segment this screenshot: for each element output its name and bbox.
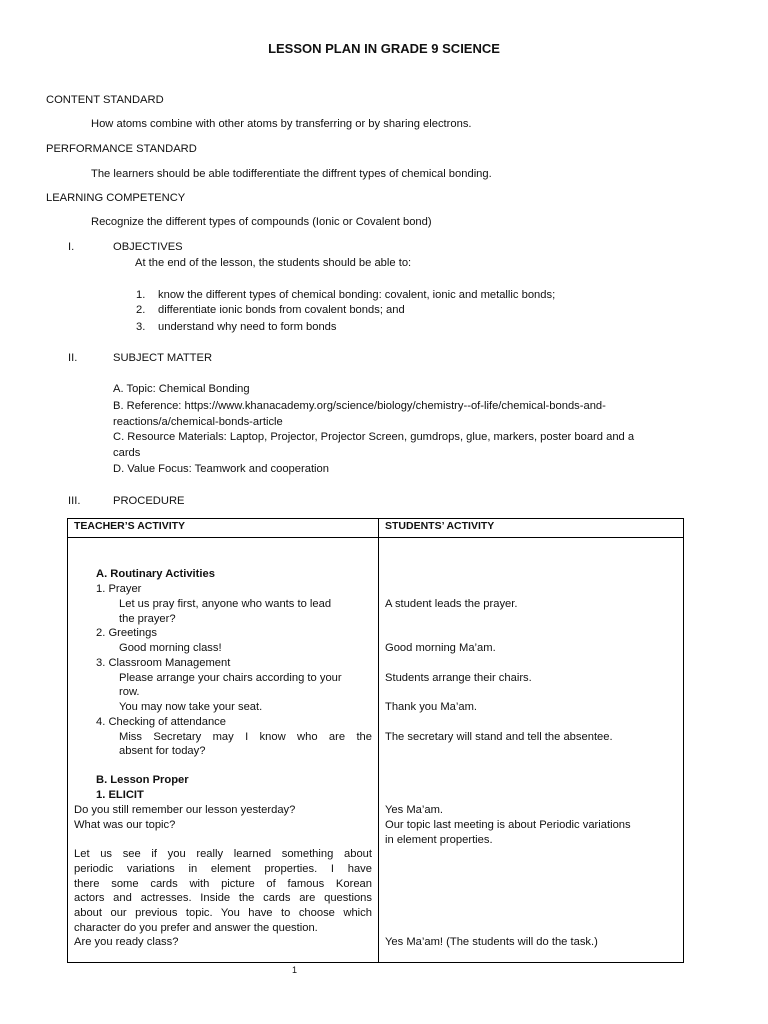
elicit-question: What was our topic? [74,819,176,831]
students-activity-header: STUDENTS’ ACTIVITY [379,519,684,538]
elicit-heading: 1. ELICIT [96,789,144,801]
student-response: Yes Ma’am. [385,804,444,816]
elicit-paragraph-line: Let us see if you really learned something about [74,848,372,860]
student-response: The secretary will stand and tell the absentee. [385,731,613,743]
subject-matter-reference: B. Reference: https://www.khanacademy.org/science/biology/chemistry--of-life/chemical-bonds-and- [113,400,606,412]
teacher-activity-cell [68,538,379,963]
learning-competency-text: Recognize the different types of compounds (Ionic or Covalent bond) [91,216,432,228]
objective-item: know the different types of chemical bonding: covalent, ionic and metallic bonds; [158,289,556,301]
student-response: Our topic last meeting is about Periodic variations [385,819,631,831]
subject-matter-topic: A. Topic: Chemical Bonding [113,383,250,395]
elicit-paragraph-line: about our previous topic. You have to choose which [74,907,372,919]
page-number: 1 [292,965,298,975]
attendance-item: 4. Checking of attendance [96,716,226,728]
learning-competency-heading: LEARNING COMPETENCY [46,192,186,204]
elicit-paragraph-line: periodic variations in element properties. I have [74,863,372,875]
page-title: LESSON PLAN IN GRADE 9 SCIENCE [268,41,500,56]
student-response: Thank you Ma’am. [385,701,478,713]
performance-standard-text: The learners should be able todifferentiate the diffrent types of chemical bonding. [91,168,492,180]
objective-number: 3. [136,321,146,333]
classroom-management-item: 3. Classroom Management [96,657,231,669]
subject-matter-resources-cont: cards [113,447,141,459]
subject-matter-reference-cont: reactions/a/chemical-bonds-article [113,416,283,428]
student-response: Students arrange their chairs. [385,672,532,684]
objectives-intro: At the end of the lesson, the students should be able to: [135,257,412,269]
subject-matter-value-focus: D. Value Focus: Teamwork and cooperation [113,463,329,475]
objectives-heading: OBJECTIVES [113,241,183,253]
elicit-paragraph-line: character do you prefer and answer the question. [74,922,318,934]
elicit-question: Do you still remember our lesson yesterday? [74,804,296,816]
procedure-number: III. [68,495,81,507]
greetings-text: Good morning class! [119,642,222,654]
performance-standard-heading: PERFORMANCE STANDARD [46,143,197,155]
student-response: Yes Ma’am! (The students will do the task.) [385,936,598,948]
greetings-item: 2. Greetings [96,627,157,639]
objective-item: understand why need to form bonds [158,321,337,333]
classroom-management-text: Please arrange your chairs according to your [119,672,342,684]
objective-number: 2. [136,304,146,316]
teacher-activity-header: TEACHER’S ACTIVITY [68,519,379,538]
elicit-paragraph-line: Are you ready class? [74,936,179,948]
objectives-number: I. [68,241,75,253]
objective-number: 1. [136,289,146,301]
procedure-table [67,518,684,963]
students-activity-cell [379,538,684,963]
elicit-paragraph-line: actors and actresses. Inside the cards are questions [74,892,372,904]
elicit-paragraph-line: there some cards with picture of famous Korean [74,878,372,890]
prayer-item: 1. Prayer [96,583,142,595]
attendance-text: Miss Secretary may I know who are the [119,731,372,743]
objective-item: differentiate ionic bonds from covalent bonds; and [158,304,405,316]
classroom-management-text: You may now take your seat. [119,701,263,713]
content-standard-text: How atoms combine with other atoms by transferring or by sharing electrons. [91,118,472,130]
student-response: A student leads the prayer. [385,598,518,610]
student-response: in element properties. [385,834,493,846]
attendance-text: absent for today? [119,745,206,757]
prayer-text: Let us pray first, anyone who wants to lead [119,598,332,610]
lesson-proper-heading: B. Lesson Proper [96,774,189,786]
subject-matter-number: II. [68,352,78,364]
subject-matter-resources: C. Resource Materials: Laptop, Projector, Projector Screen, gumdrops, glue, markers, poster board and a [113,431,635,443]
routinary-activities-heading: A. Routinary Activities [96,568,215,580]
procedure-heading: PROCEDURE [113,495,185,507]
prayer-text: the prayer? [119,613,176,625]
classroom-management-text: row. [119,686,140,698]
student-response: Good morning Ma’am. [385,642,496,654]
subject-matter-heading: SUBJECT MATTER [113,352,213,364]
content-standard-heading: CONTENT STANDARD [46,94,164,106]
